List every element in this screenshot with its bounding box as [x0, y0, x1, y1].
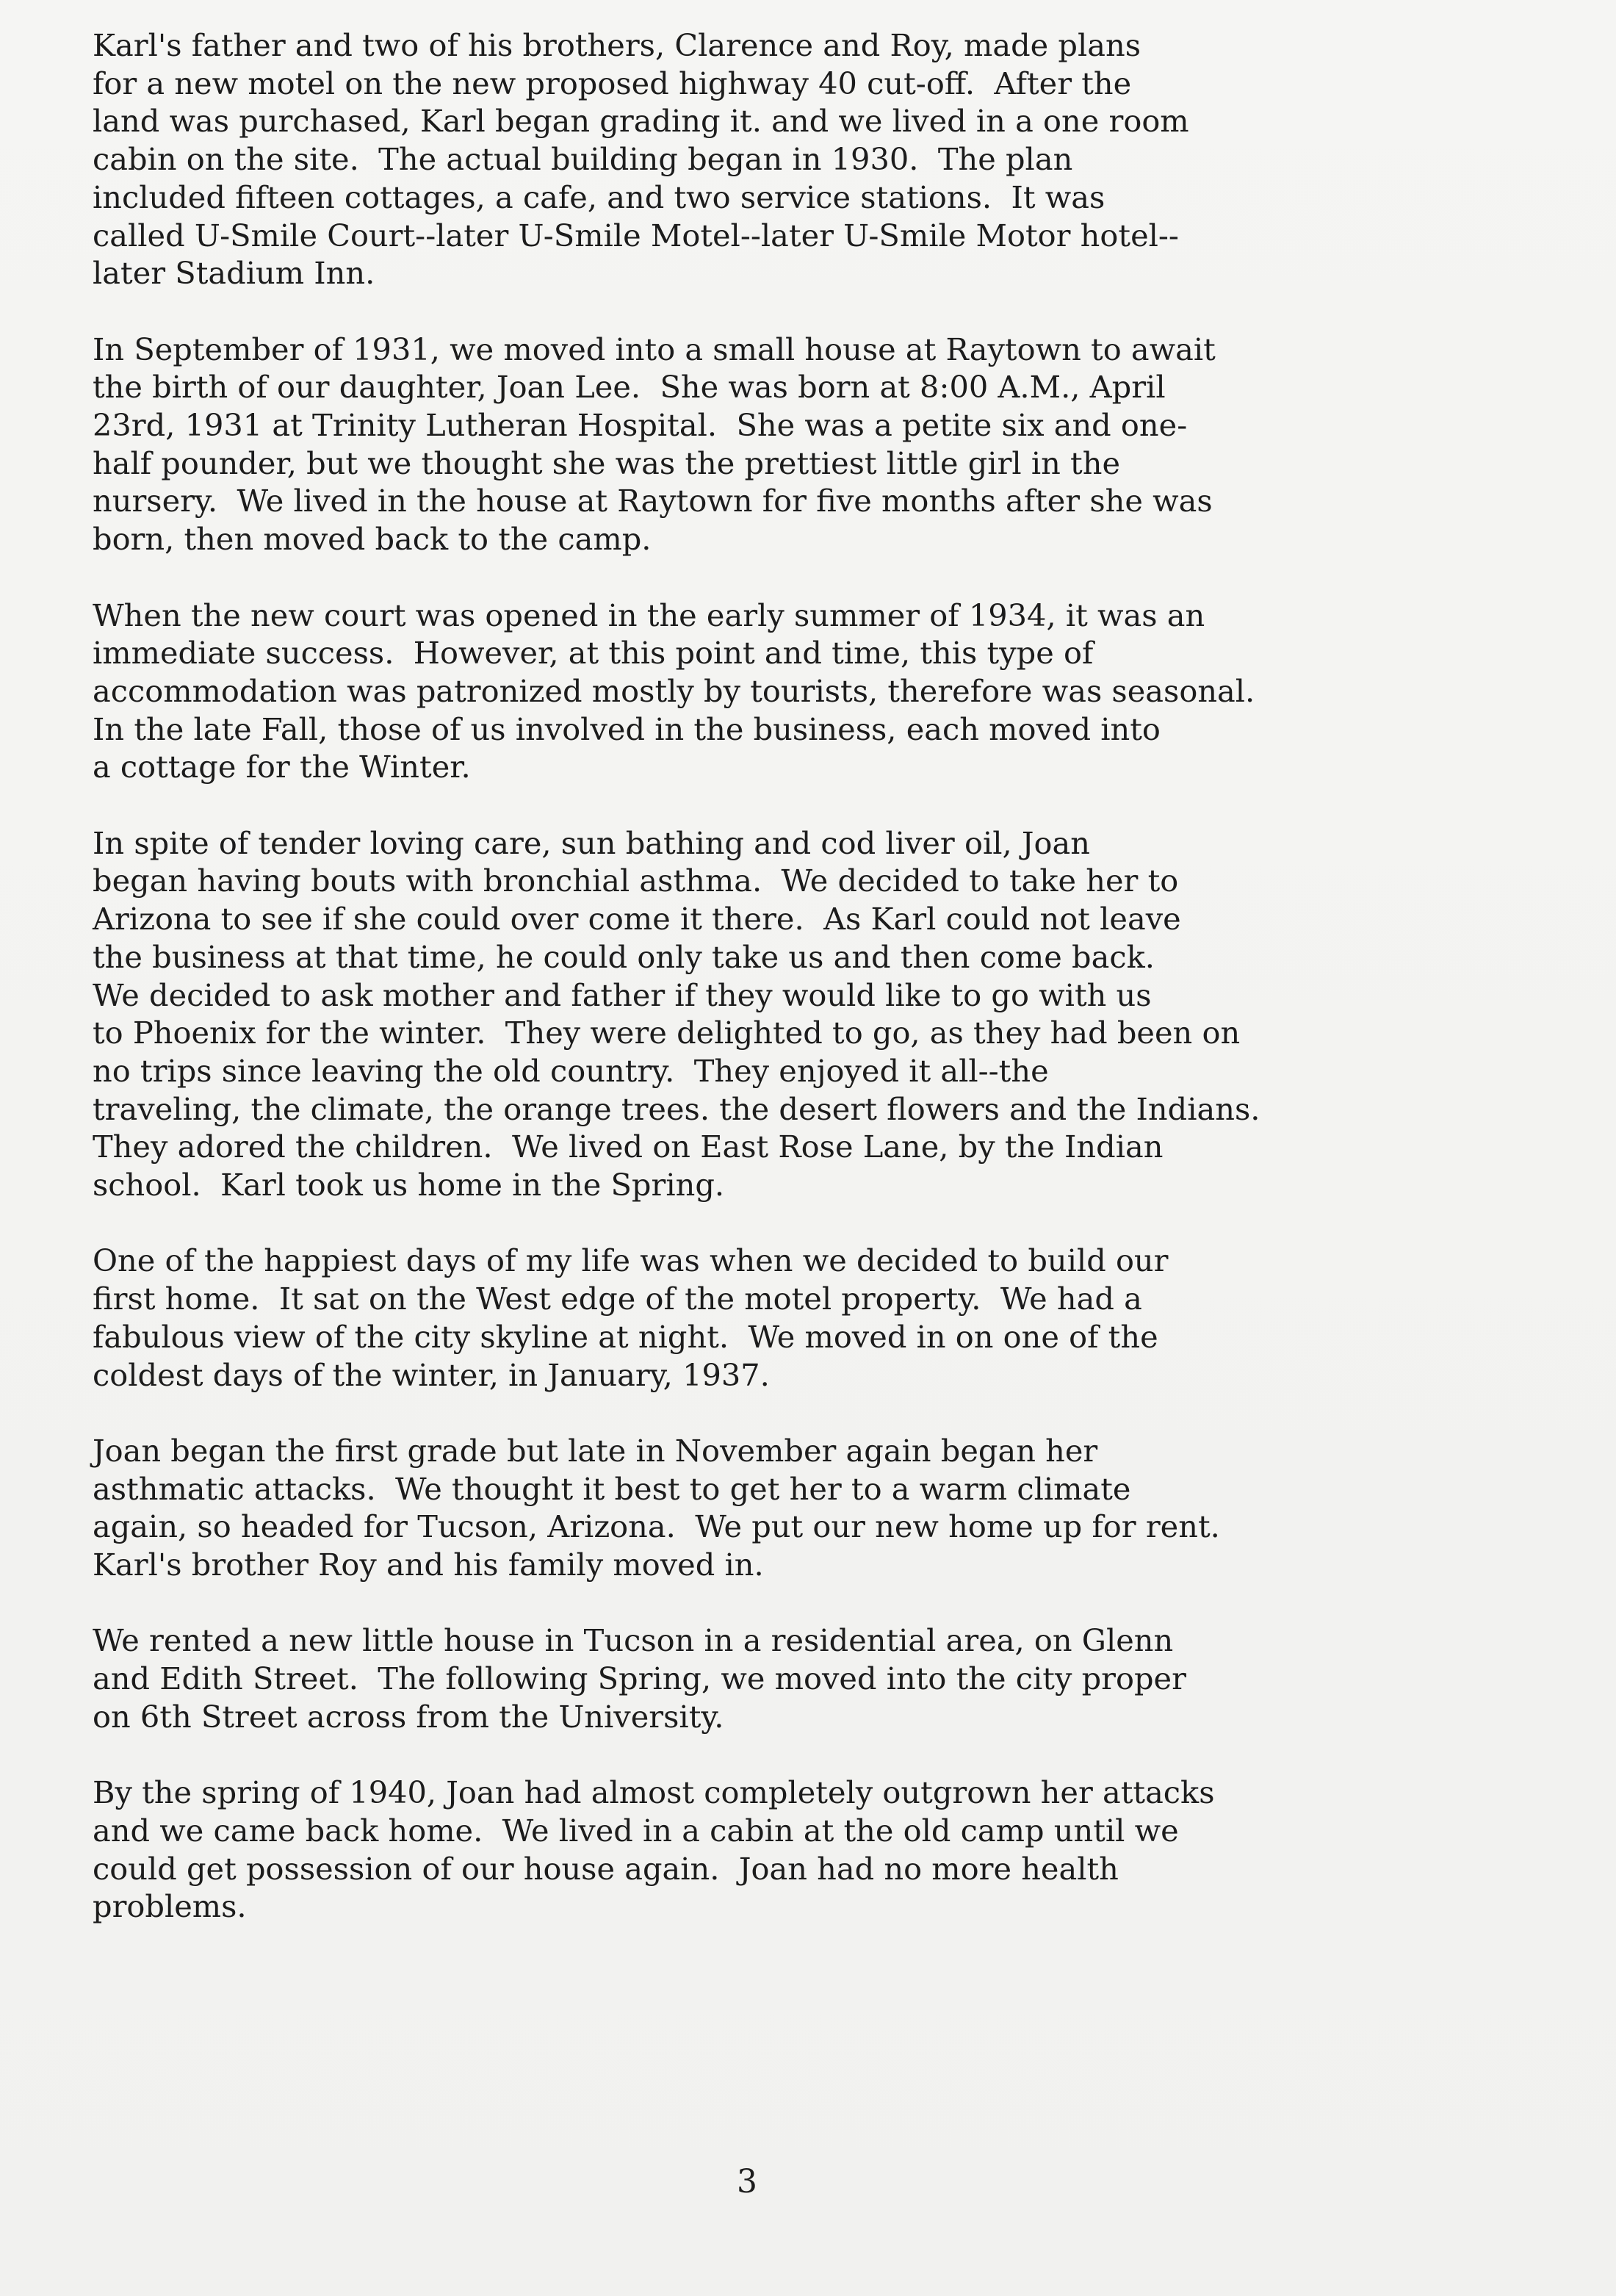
text-line: to Phoenix for the winter. They were delighted to go, as they had been on — [93, 1015, 1241, 1051]
text-line: land was purchased, Karl began grading it. and we lived in a one room — [93, 103, 1189, 140]
text-line: began having bouts with bronchial asthma. We decided to take her to — [93, 863, 1179, 899]
text-line: We decided to ask mother and father if they would like to go with us — [93, 976, 1152, 1013]
text-line: school. Karl took us home in the Spring. — [93, 1167, 725, 1203]
paragraph-motel-plans — [93, 26, 1562, 292]
text-line: In September of 1931, we moved into a small house at Raytown to await — [93, 331, 1216, 367]
text-line: In spite of tender loving care, sun bathing and cod liver oil, Joan — [93, 824, 1090, 861]
paragraph-first-home — [93, 1242, 1562, 1394]
page-number: 3 — [737, 2163, 757, 2200]
text-line: Karl's father and two of his brothers, Clarence and Roy, made plans — [93, 27, 1141, 63]
text-line: Joan began the first grade but late in November again began her — [93, 1432, 1098, 1469]
text-line: Karl's brother Roy and his family moved in. — [93, 1547, 764, 1583]
text-line: In the late Fall, those of us involved in the business, each moved into — [93, 710, 1161, 747]
text-line: born, then moved back to the camp. — [93, 521, 652, 558]
text-line: the business at that time, he could only take us and then come back. — [93, 938, 1155, 975]
text-line: half pounder, but we thought she was the prettiest little girl in the — [93, 445, 1121, 481]
text-line: the birth of our daughter, Joan Lee. She was born at 8:00 A.M., April — [93, 369, 1166, 406]
paragraph-return-home — [93, 1774, 1562, 1926]
text-line: We rented a new little house in Tucson in a residential area, on Glenn — [93, 1622, 1174, 1659]
text-line: for a new motel on the new proposed highway 40 cut-off. After the — [93, 65, 1132, 101]
text-line: again, so headed for Tucson, Arizona. We put our new home up for rent. — [93, 1508, 1220, 1545]
text-line: nursery. We lived in the house at Raytown for five months after she was — [93, 483, 1213, 519]
text-line: later Stadium Inn. — [93, 255, 375, 292]
body-text — [93, 26, 1562, 1926]
text-line: cabin on the site. The actual building began in 1930. The plan — [93, 141, 1073, 178]
text-line: and we came back home. We lived in a cabin at the old camp until we — [93, 1812, 1179, 1849]
paragraph-arizona-trip — [93, 824, 1562, 1204]
text-line: could get possession of our house again. Joan had no more health — [93, 1850, 1119, 1887]
text-line: fabulous view of the city skyline at night. We moved in on one of the — [93, 1318, 1158, 1355]
text-line: included fifteen cottages, a cafe, and two service stations. It was — [93, 179, 1105, 215]
paragraph-daughter-birth — [93, 331, 1562, 558]
text-line: They adored the children. We lived on East Rose Lane, by the Indian — [93, 1129, 1164, 1165]
text-line: problems. — [93, 1888, 247, 1925]
text-line: immediate success. However, at this point and time, this type of — [93, 635, 1094, 672]
text-line: on 6th Street across from the University. — [93, 1698, 724, 1735]
paragraph-first-grade — [93, 1432, 1562, 1584]
text-line: first home. It sat on the West edge of the motel property. We had a — [93, 1281, 1142, 1317]
text-line: asthmatic attacks. We thought it best to get her to a warm climate — [93, 1470, 1131, 1507]
text-line: a cottage for the Winter. — [93, 749, 471, 785]
paragraph-court-opening — [93, 597, 1562, 787]
text-line: no trips since leaving the old country. They enjoyed it all--the — [93, 1052, 1049, 1089]
text-line: coldest days of the winter, in January, 1937. — [93, 1356, 770, 1393]
text-line: When the new court was opened in the early summer of 1934, it was an — [93, 597, 1205, 633]
text-line: accommodation was patronized mostly by tourists, therefore was seasonal. — [93, 672, 1255, 709]
text-line: Arizona to see if she could over come it there. As Karl could not leave — [93, 901, 1181, 938]
text-line: traveling, the climate, the orange trees. the desert flowers and the Indians. — [93, 1090, 1260, 1127]
paragraph-tucson-house — [93, 1622, 1562, 1735]
text-line: By the spring of 1940, Joan had almost completely outgrown her attacks — [93, 1774, 1215, 1811]
text-line: and Edith Street. The following Spring, we moved into the city proper — [93, 1660, 1186, 1697]
text-line: One of the happiest days of my life was when we decided to build our — [93, 1242, 1169, 1279]
text-line: called U-Smile Court--later U-Smile Motel--later U-Smile Motor hotel-- — [93, 217, 1179, 253]
text-line: 23rd, 1931 at Trinity Lutheran Hospital. She was a petite six and one- — [93, 407, 1188, 444]
